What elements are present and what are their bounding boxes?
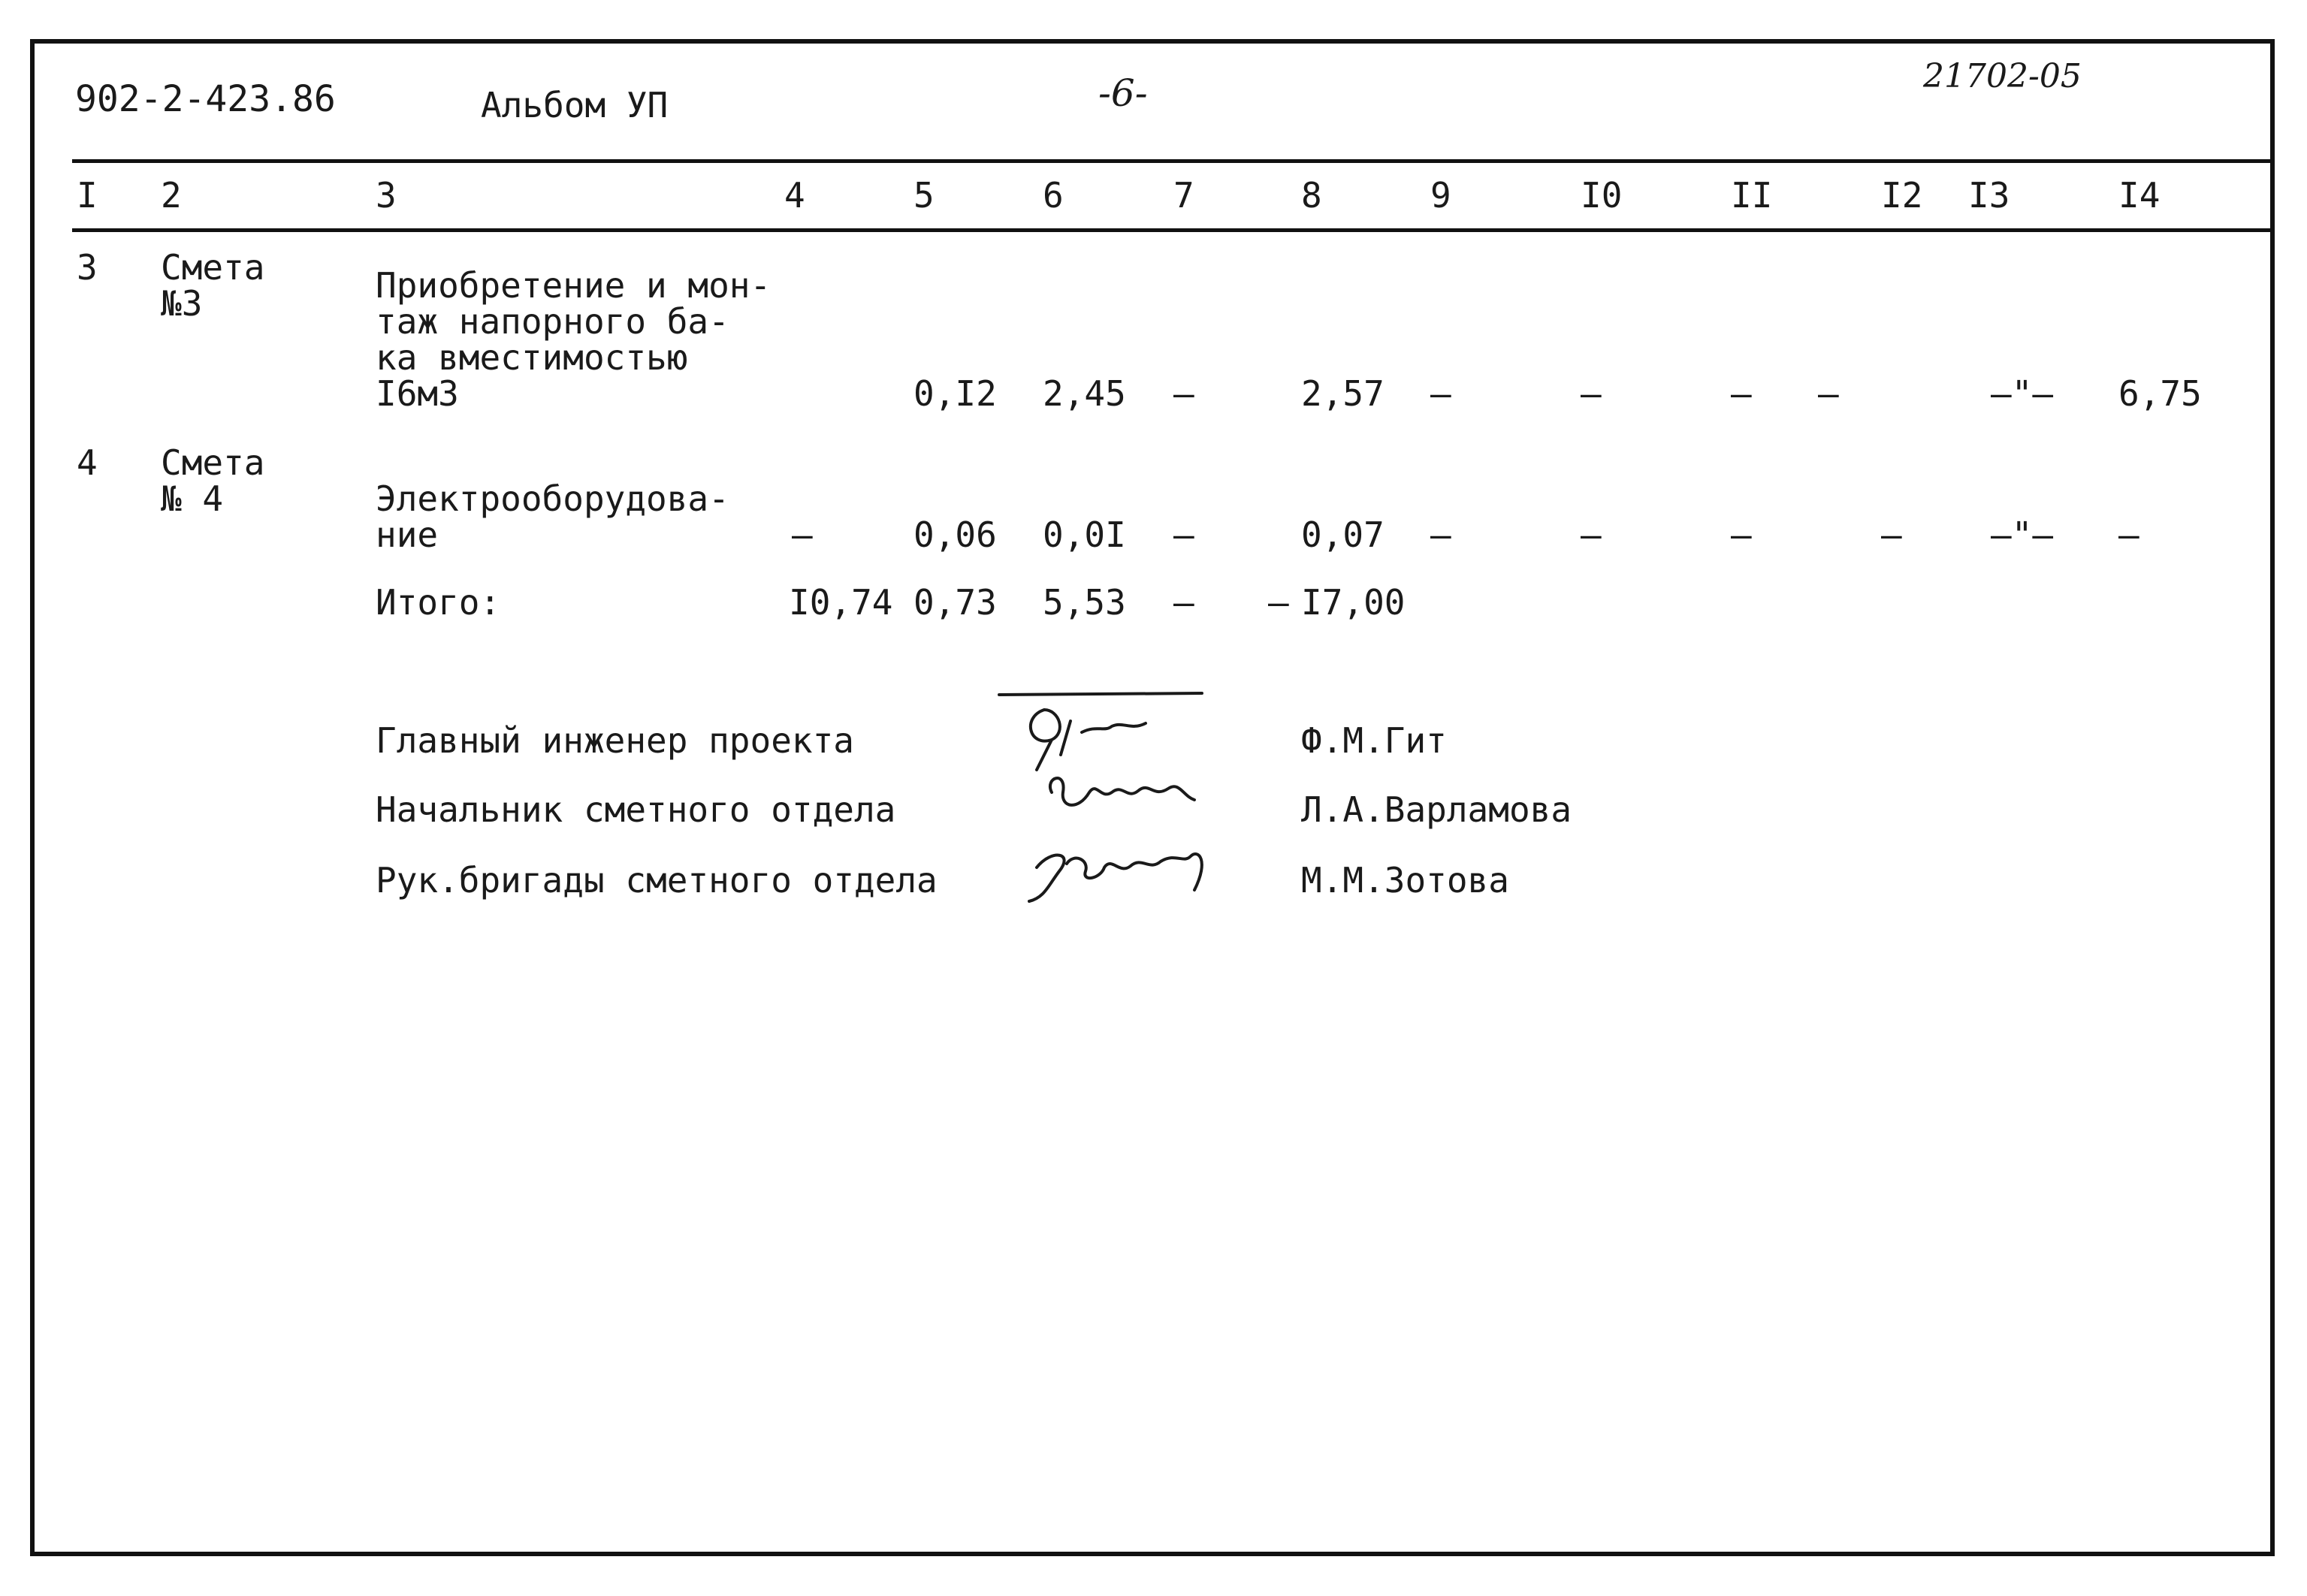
cell-col10: – — [1581, 514, 1602, 555]
total-col6: 5,53 — [1043, 582, 1126, 623]
cell-col7: – — [1173, 373, 1194, 414]
total-label: Итого: — [376, 582, 501, 623]
column-header: I4 — [2118, 175, 2161, 216]
stamp-number: 21702-05 — [1923, 57, 2082, 95]
column-header: 8 — [1301, 175, 1322, 216]
cell-col7: – — [1173, 514, 1194, 555]
column-header: I2 — [1881, 175, 1923, 216]
item-name-line: Приобретение и мон- — [376, 265, 772, 306]
item-name-line: ка вместимостью — [376, 337, 688, 378]
item-name-line: Электрооборудова- — [376, 478, 729, 519]
estimate-label: Смета — [161, 247, 265, 288]
header-rule-top — [72, 159, 2270, 163]
estimate-label: Смета — [161, 442, 265, 483]
cell-col13: –"– — [1991, 373, 2054, 414]
cell-col13: –"– — [1991, 514, 2054, 555]
column-header: 4 — [784, 175, 805, 216]
cell-col8: 0,07 — [1301, 514, 1385, 555]
cell-col9: – — [1430, 514, 1451, 555]
signatory-role: Начальник сметного отдела — [376, 789, 896, 830]
row-number: 3 — [77, 247, 98, 288]
handwritten-signatures — [992, 687, 1277, 913]
page-number: -6- — [1098, 71, 1148, 115]
signatory-name: М.М.Зотова — [1301, 860, 1509, 901]
total-col8: I7,00 — [1301, 582, 1406, 623]
column-header: I3 — [1968, 175, 2010, 216]
column-header: 3 — [376, 175, 397, 216]
cell-col12: – — [1818, 373, 1839, 414]
document-code: 902-2-423.86 — [75, 78, 336, 120]
item-name-line: I6м3 — [376, 373, 459, 414]
column-header: 9 — [1430, 175, 1451, 216]
cell-col5: 0,I2 — [913, 373, 997, 414]
total-col7b: – — [1268, 582, 1289, 623]
cell-col12: – — [1881, 514, 1902, 555]
estimate-number: № 4 — [161, 478, 224, 519]
item-name-line: ние — [376, 514, 439, 555]
column-header: I0 — [1581, 175, 1623, 216]
cell-col4: – — [792, 514, 813, 555]
signatory-name: Ф.М.Гит — [1301, 720, 1447, 761]
column-header: 7 — [1173, 175, 1194, 216]
cell-col9: – — [1430, 373, 1451, 414]
signatory-role: Главный инженер проекта — [376, 720, 854, 761]
cell-col14: – — [2118, 514, 2139, 555]
column-header: 5 — [913, 175, 935, 216]
cell-col14: 6,75 — [2118, 373, 2202, 414]
row-number: 4 — [77, 442, 98, 483]
cell-col8: 2,57 — [1301, 373, 1385, 414]
signatory-role: Рук.бригады сметного отдела — [376, 860, 938, 901]
item-name-line: таж напорного ба- — [376, 301, 729, 342]
total-col4: I0,74 — [789, 582, 893, 623]
cell-col6: 2,45 — [1043, 373, 1126, 414]
album-label: Альбом УП — [481, 85, 669, 125]
cell-col6: 0,0I — [1043, 514, 1126, 555]
estimate-number: №3 — [161, 283, 203, 324]
column-header: I — [77, 175, 98, 216]
total-col5: 0,73 — [913, 582, 997, 623]
header-rule-bottom — [72, 228, 2270, 232]
cell-col5: 0,06 — [913, 514, 997, 555]
cell-col10: – — [1581, 373, 1602, 414]
column-header: 2 — [161, 175, 182, 216]
signatory-name: Л.А.Варламова — [1301, 789, 1572, 830]
column-header: 6 — [1043, 175, 1064, 216]
total-col7: – — [1173, 582, 1194, 623]
cell-col11: – — [1731, 373, 1752, 414]
cell-col11: – — [1731, 514, 1752, 555]
column-header: II — [1731, 175, 1773, 216]
